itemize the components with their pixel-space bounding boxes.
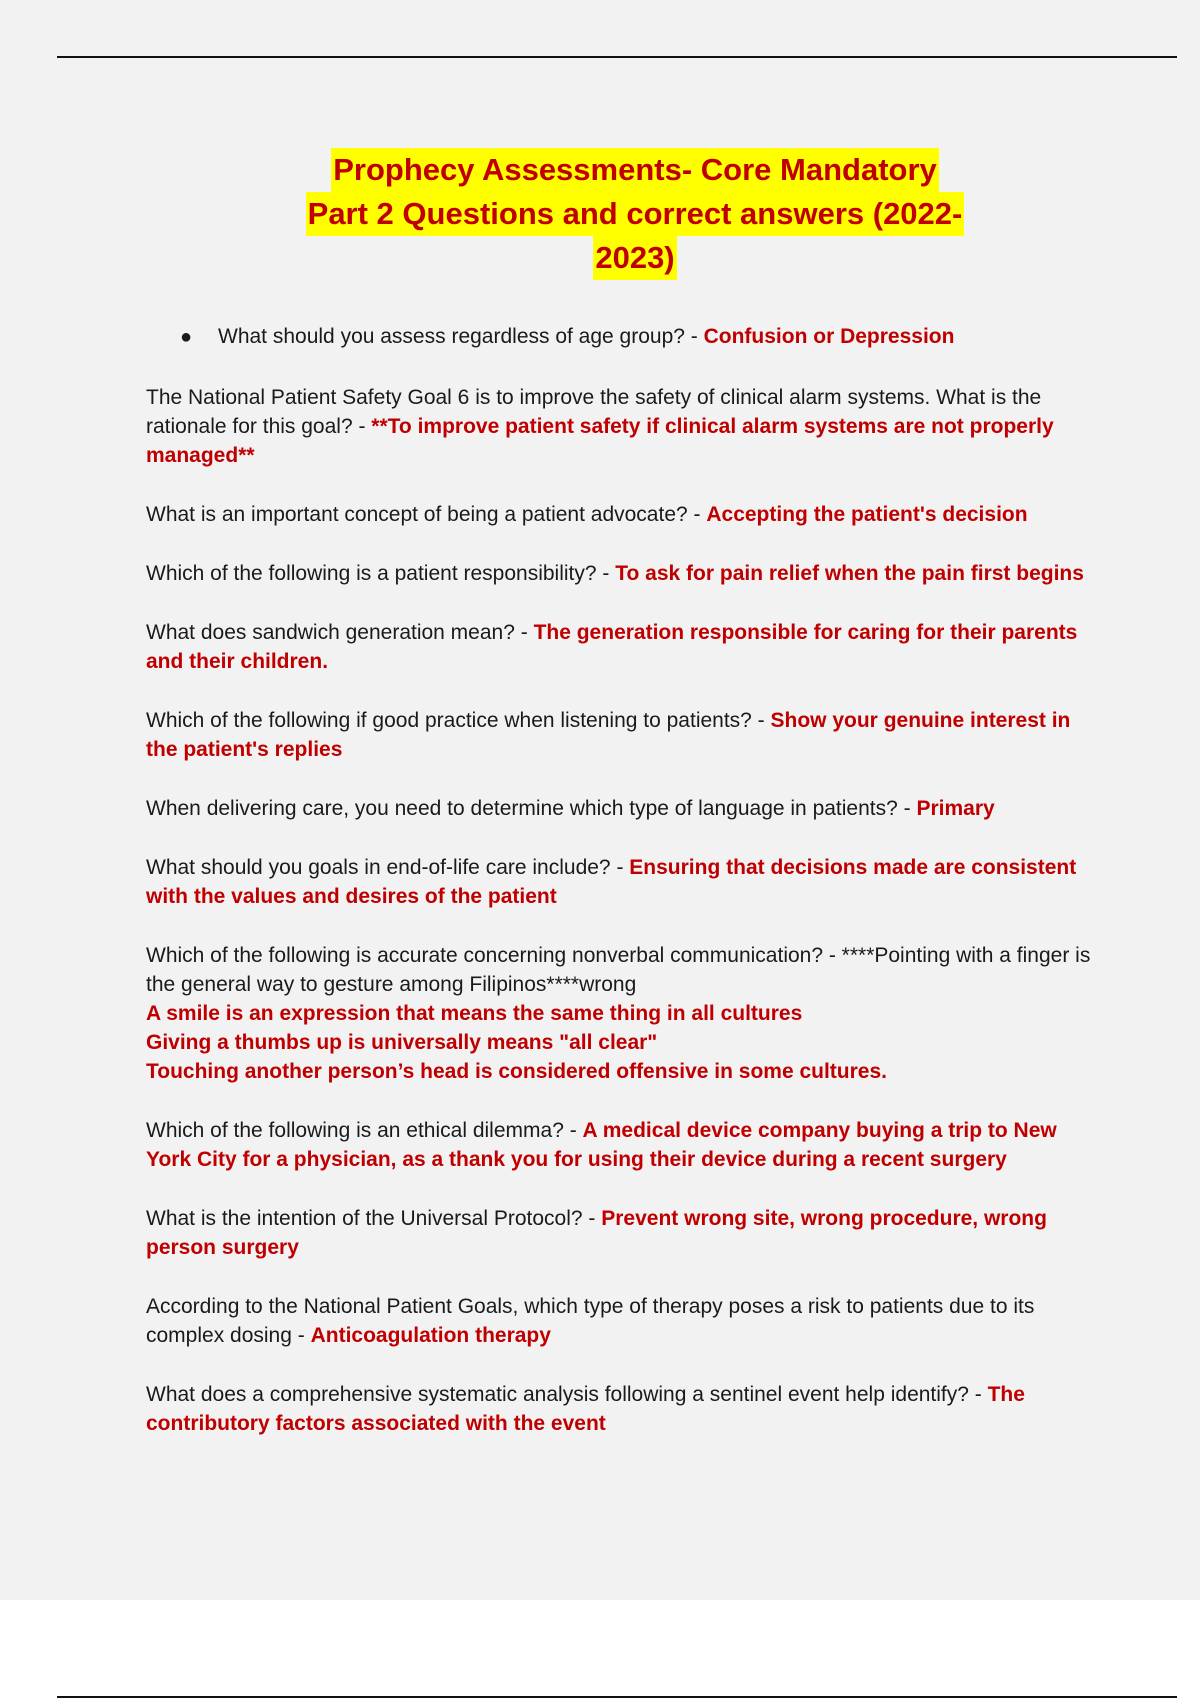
question-text: What is an important concept of being a patient advocate? - [146,503,707,526]
title-line-3: 2023) [593,236,676,280]
qa-item [146,941,1091,1086]
answer-text: **To improve patient safety if clinical alarm systems are not properly managed** [146,415,1054,467]
top-rule [57,56,1177,58]
qa-item [146,794,1091,823]
answer-line: Giving a thumbs up is universally means "all clear" [146,1031,658,1054]
answer-text: Prevent wrong site, wrong procedure, wrong person surgery [146,1207,1047,1259]
question-text: What does sandwich generation mean? - [146,621,534,644]
qa-item [146,1292,1091,1350]
answer-text: A medical device company buying a trip to New York City for a physician, as a thank you for using their device during a recent surgery [146,1119,1057,1171]
answer-text: The generation responsible for caring for their parents and their children. [146,621,1078,673]
bullet-list-item [180,322,1080,352]
qa-item [146,1204,1091,1262]
question-text: What should you assess regardless of age group? - [218,325,704,348]
answer-line: A smile is an expression that means the same thing in all cultures [146,1002,803,1025]
question-text: According to the National Patient Goals, which type of therapy poses a risk to patients due to its complex dosing - [146,1295,1035,1347]
answer-text: Anticoagulation therapy [310,1324,551,1347]
bullet-dot-icon: ● [180,326,193,348]
question-text: The National Patient Safety Goal 6 is to improve the safety of clinical alarm systems. What is the rationale for this goal? - [146,386,1042,438]
question-text: Which of the following is accurate concerning nonverbal communication? - ****Pointing with a finger is the general way to gesture among Filipinos****wrong [146,944,1091,996]
qa-item [146,1380,1091,1438]
qa-item [146,853,1091,911]
qa-list [146,383,1091,1468]
answer-text: Primary [916,797,995,820]
qa-item [146,559,1091,588]
question-text: Which of the following is a patient responsibility? - [146,562,616,585]
page-bottom-margin [0,1600,1200,1700]
qa-item [146,500,1091,529]
answer-text: Accepting the patient's decision [706,503,1028,526]
question-text: Which of the following is an ethical dilemma? - [146,1119,583,1142]
document-title [0,148,1200,280]
qa-item [146,618,1091,676]
question-text: What does a comprehensive systematic analysis following a sentinel event help identify? - [146,1383,988,1406]
answer-text: To ask for pain relief when the pain first begins [615,562,1084,585]
answer-text: Ensuring that decisions made are consistent with the values and desires of the patient [146,856,1077,908]
question-text: Which of the following if good practice when listening to patients? - [146,709,771,732]
title-line-1: Prophecy Assessments- Core Mandatory [331,148,939,192]
qa-item [146,1116,1091,1174]
answer-text: Confusion or Depression [703,325,955,348]
question-text: When delivering care, you need to determine which type of language in patients? - [146,797,917,820]
title-line-2: Part 2 Questions and correct answers (2022- [306,192,965,236]
question-text: What is the intention of the Universal Protocol? - [146,1207,602,1230]
answer-line: Touching another person’s head is considered offensive in some cultures. [146,1060,887,1083]
answer-text: The contributory factors associated with the event [146,1383,1025,1435]
qa-item [146,383,1091,470]
qa-item [146,706,1091,764]
question-text: What should you goals in end-of-life care include? - [146,856,630,879]
bottom-rule [57,1696,1177,1698]
answer-text: Show your genuine interest in the patient's replies [146,709,1071,761]
